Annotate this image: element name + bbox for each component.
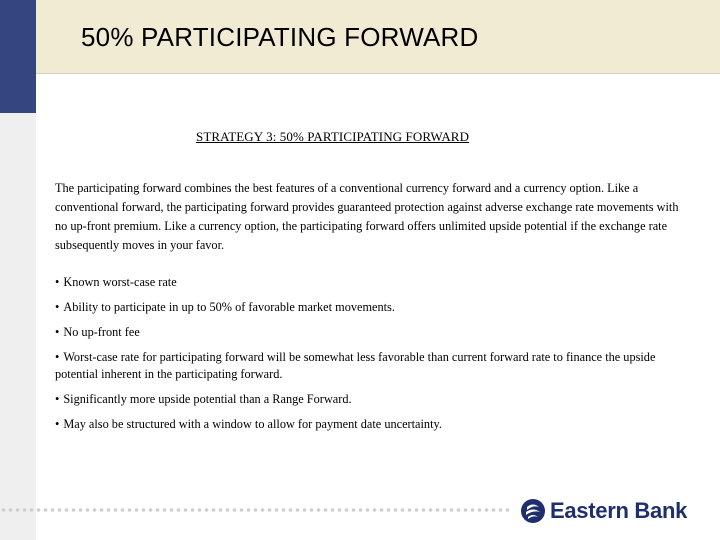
list-item <box>55 324 687 341</box>
bullet-text: May also be structured with a window to allow for payment date uncertainty. <box>63 417 442 431</box>
logo-wordmark: Eastern Bank <box>550 498 688 523</box>
bullet-text: Worst-case rate for participating forward will be somewhat less favorable than current forward rate to finance the upside potential inherent in the participating forward. <box>55 350 656 381</box>
left-accent-block <box>0 0 36 113</box>
bullet-dot: • <box>55 325 60 339</box>
list-item <box>55 274 687 291</box>
bullet-list <box>55 274 687 441</box>
strategy-heading: STRATEGY 3: 50% PARTICIPATING FORWARD <box>196 129 470 144</box>
list-item <box>55 349 687 383</box>
footer-dotted-divider <box>0 507 510 513</box>
bullet-dot: • <box>55 350 60 364</box>
bullet-dot: • <box>55 392 60 406</box>
bullet-text: No up-front fee <box>63 325 140 339</box>
eastern-bank-logo <box>520 496 687 526</box>
bullet-dot: • <box>55 275 60 289</box>
intro-paragraph: The participating forward combines the best features of a conventional currency forward and a currency option. Like a conventional forward, the participating forward provides guaranteed protection against adverse exchange rate movements with no up-front premium. Like a currency option, the participating forward offers unlimited upside potential if the exchange rate subsequently moves in your favor. <box>55 181 679 252</box>
bullet-dot: • <box>55 300 60 314</box>
list-item <box>55 391 687 408</box>
slide-title: 50% PARTICIPATING FORWARD <box>81 22 479 52</box>
list-item <box>55 299 687 316</box>
bullet-text: Known worst-case rate <box>63 275 177 289</box>
eastern-bank-logo-icon <box>520 498 546 524</box>
bullet-text: Significantly more upside potential than a Range Forward. <box>63 392 352 406</box>
bullet-dot: • <box>55 417 60 431</box>
bullet-text: Ability to participate in up to 50% of favorable market movements. <box>63 300 395 314</box>
list-item <box>55 416 687 433</box>
